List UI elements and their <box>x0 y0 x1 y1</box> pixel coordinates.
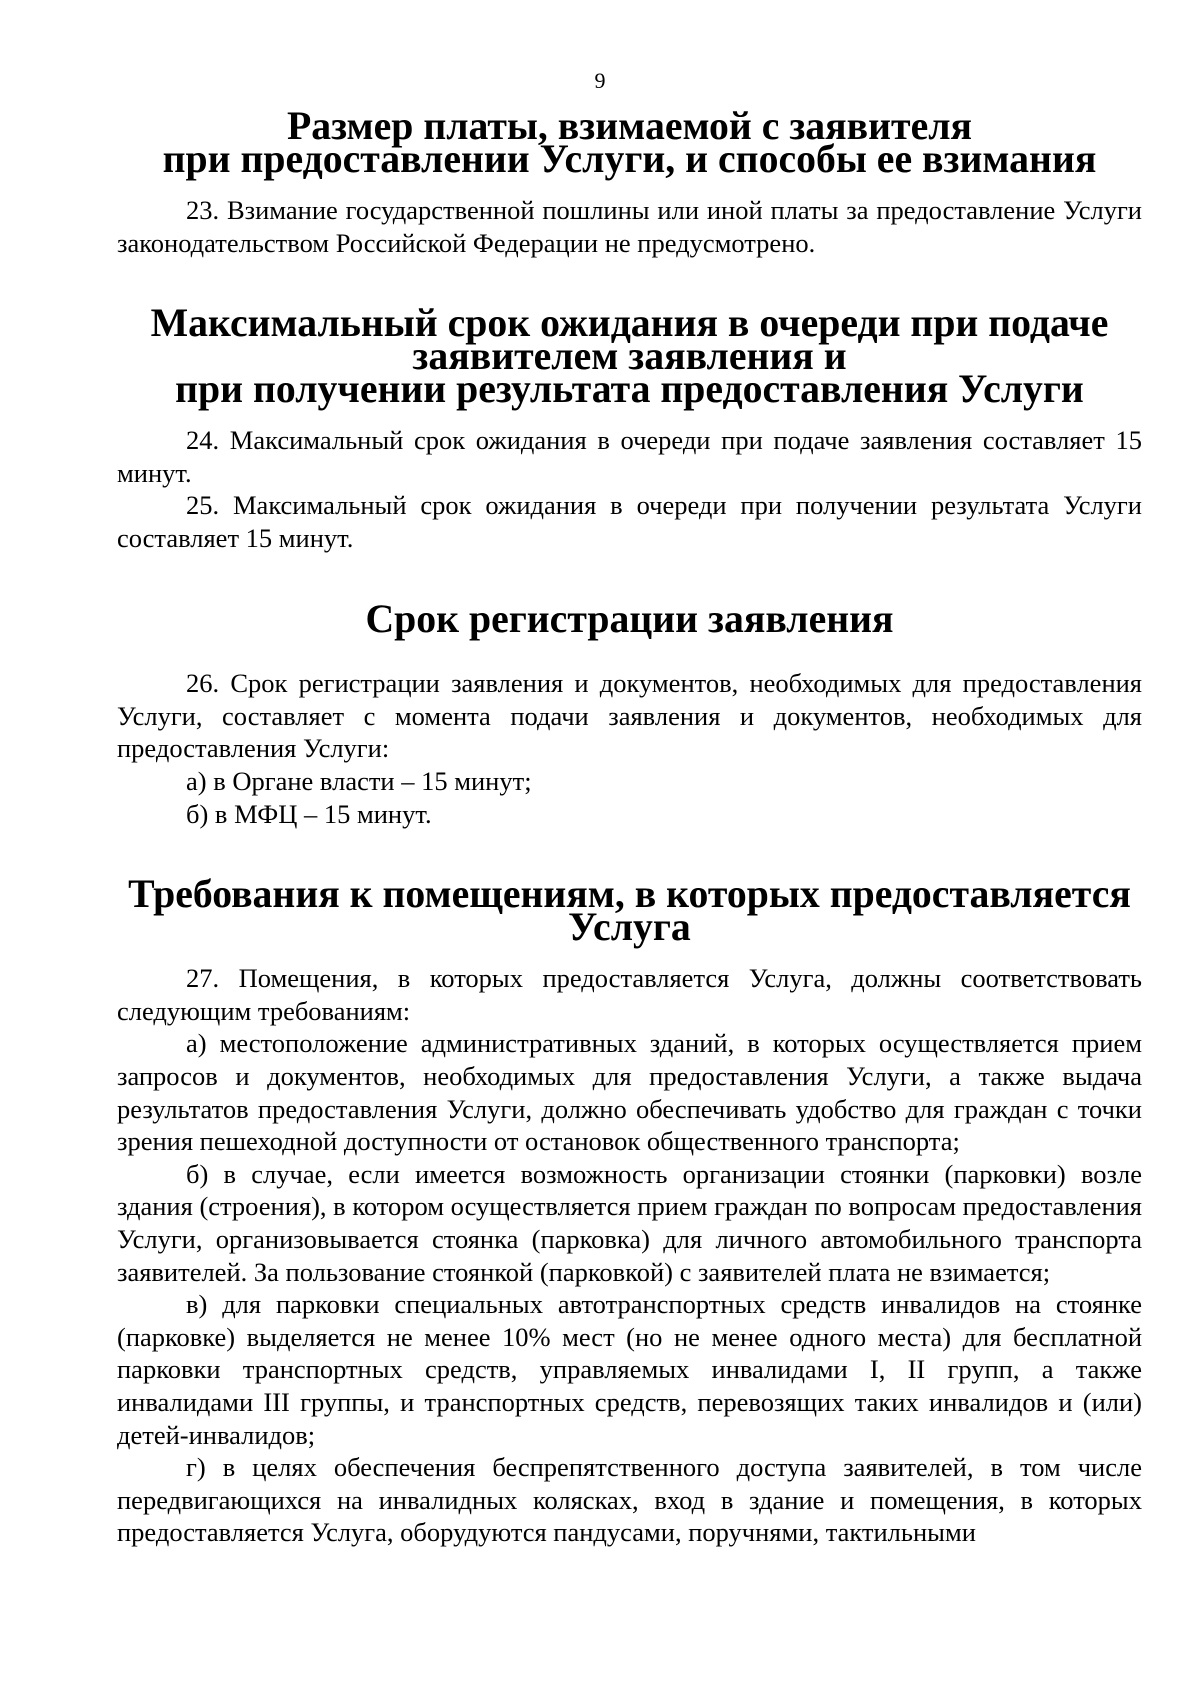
heading-line: при получении результата предоставления Услуги <box>175 366 1084 411</box>
section-heading-queue <box>117 301 1142 411</box>
heading-line: Размер платы, взимаемой с заявителя <box>286 104 973 148</box>
paragraph-26-a: а) в Органе власти – 15 минут; <box>186 765 532 796</box>
page-number: 9 <box>594 68 606 93</box>
paragraph-23: 23. Взимание государственной пошлины или иной платы за предоставление Услуги законодательством Российской Федерации не предусмотрено. <box>117 195 1142 258</box>
page-content <box>117 104 1142 1549</box>
heading-line: Максимальный срок ожидания в очереди при подаче заявителем заявления и <box>150 301 1109 378</box>
paragraph-27-a: а) местоположение административных зданий, в которых осуществляется прием запросов и документов, необходимых для предоставления Услуги, а также выдача результатов предоставления Услуги, должно обеспечивать удобство для граждан с точки зрения пешеходной доступности от остановок общественного транспорта; <box>117 1028 1142 1157</box>
paragraph-26-b: б) в МФЦ – 15 минут. <box>186 798 432 829</box>
section-heading-fee <box>117 104 1142 181</box>
section-heading-premises: Требования к помещениям, в которых предоставляется Услуга <box>128 872 1131 949</box>
paragraph-26: 26. Срок регистрации заявления и документов, необходимых для предоставления Услуги, составляет с момента подачи заявления и документов, необходимых для предоставления Услуги: <box>117 668 1142 764</box>
paragraph-27: 27. Помещения, в которых предоставляется Услуга, должны соответствовать следующим требованиям: <box>117 963 1142 1026</box>
paragraph-24: 24. Максимальный срок ожидания в очереди при подаче заявления составляет 15 минут. <box>117 425 1142 488</box>
section-heading-registration: Срок регистрации заявления <box>365 596 894 641</box>
heading-line: при предоставлении Услуги, и способы ее взимания <box>162 136 1097 181</box>
paragraph-27-d: г) в целях обеспечения беспрепятственного доступа заявителей, в том числе передвигающихся на инвалидных колясках, вход в здание и помещения, в которых предоставляется Услуга, оборудуются пандусами, поручнями, тактильными <box>117 1452 1142 1548</box>
paragraph-25: 25. Максимальный срок ожидания в очереди при получении результата Услуги составляет 15 минут. <box>117 490 1142 553</box>
paragraph-27-c: в) для парковки специальных автотранспортных средств инвалидов на стоянке (парковке) выделяется не менее 10% мест (но не менее одного места) для бесплатной парковки транспортных средств, управляемых инвалидами I, II групп, а также инвалидами III группы, и транспортных средств, перевозящих таких инвалидов и (или) детей-инвалидов; <box>117 1289 1142 1450</box>
paragraph-27-b: б) в случае, если имеется возможность организации стоянки (парковки) возле здания (строения), в котором осуществляется прием граждан по вопросам предоставления Услуги, организовывается стоянка (парковка) для личного автомобильного транспорта заявителей. За пользование стоянкой (парковкой) с заявителей плата не взимается; <box>117 1158 1142 1287</box>
